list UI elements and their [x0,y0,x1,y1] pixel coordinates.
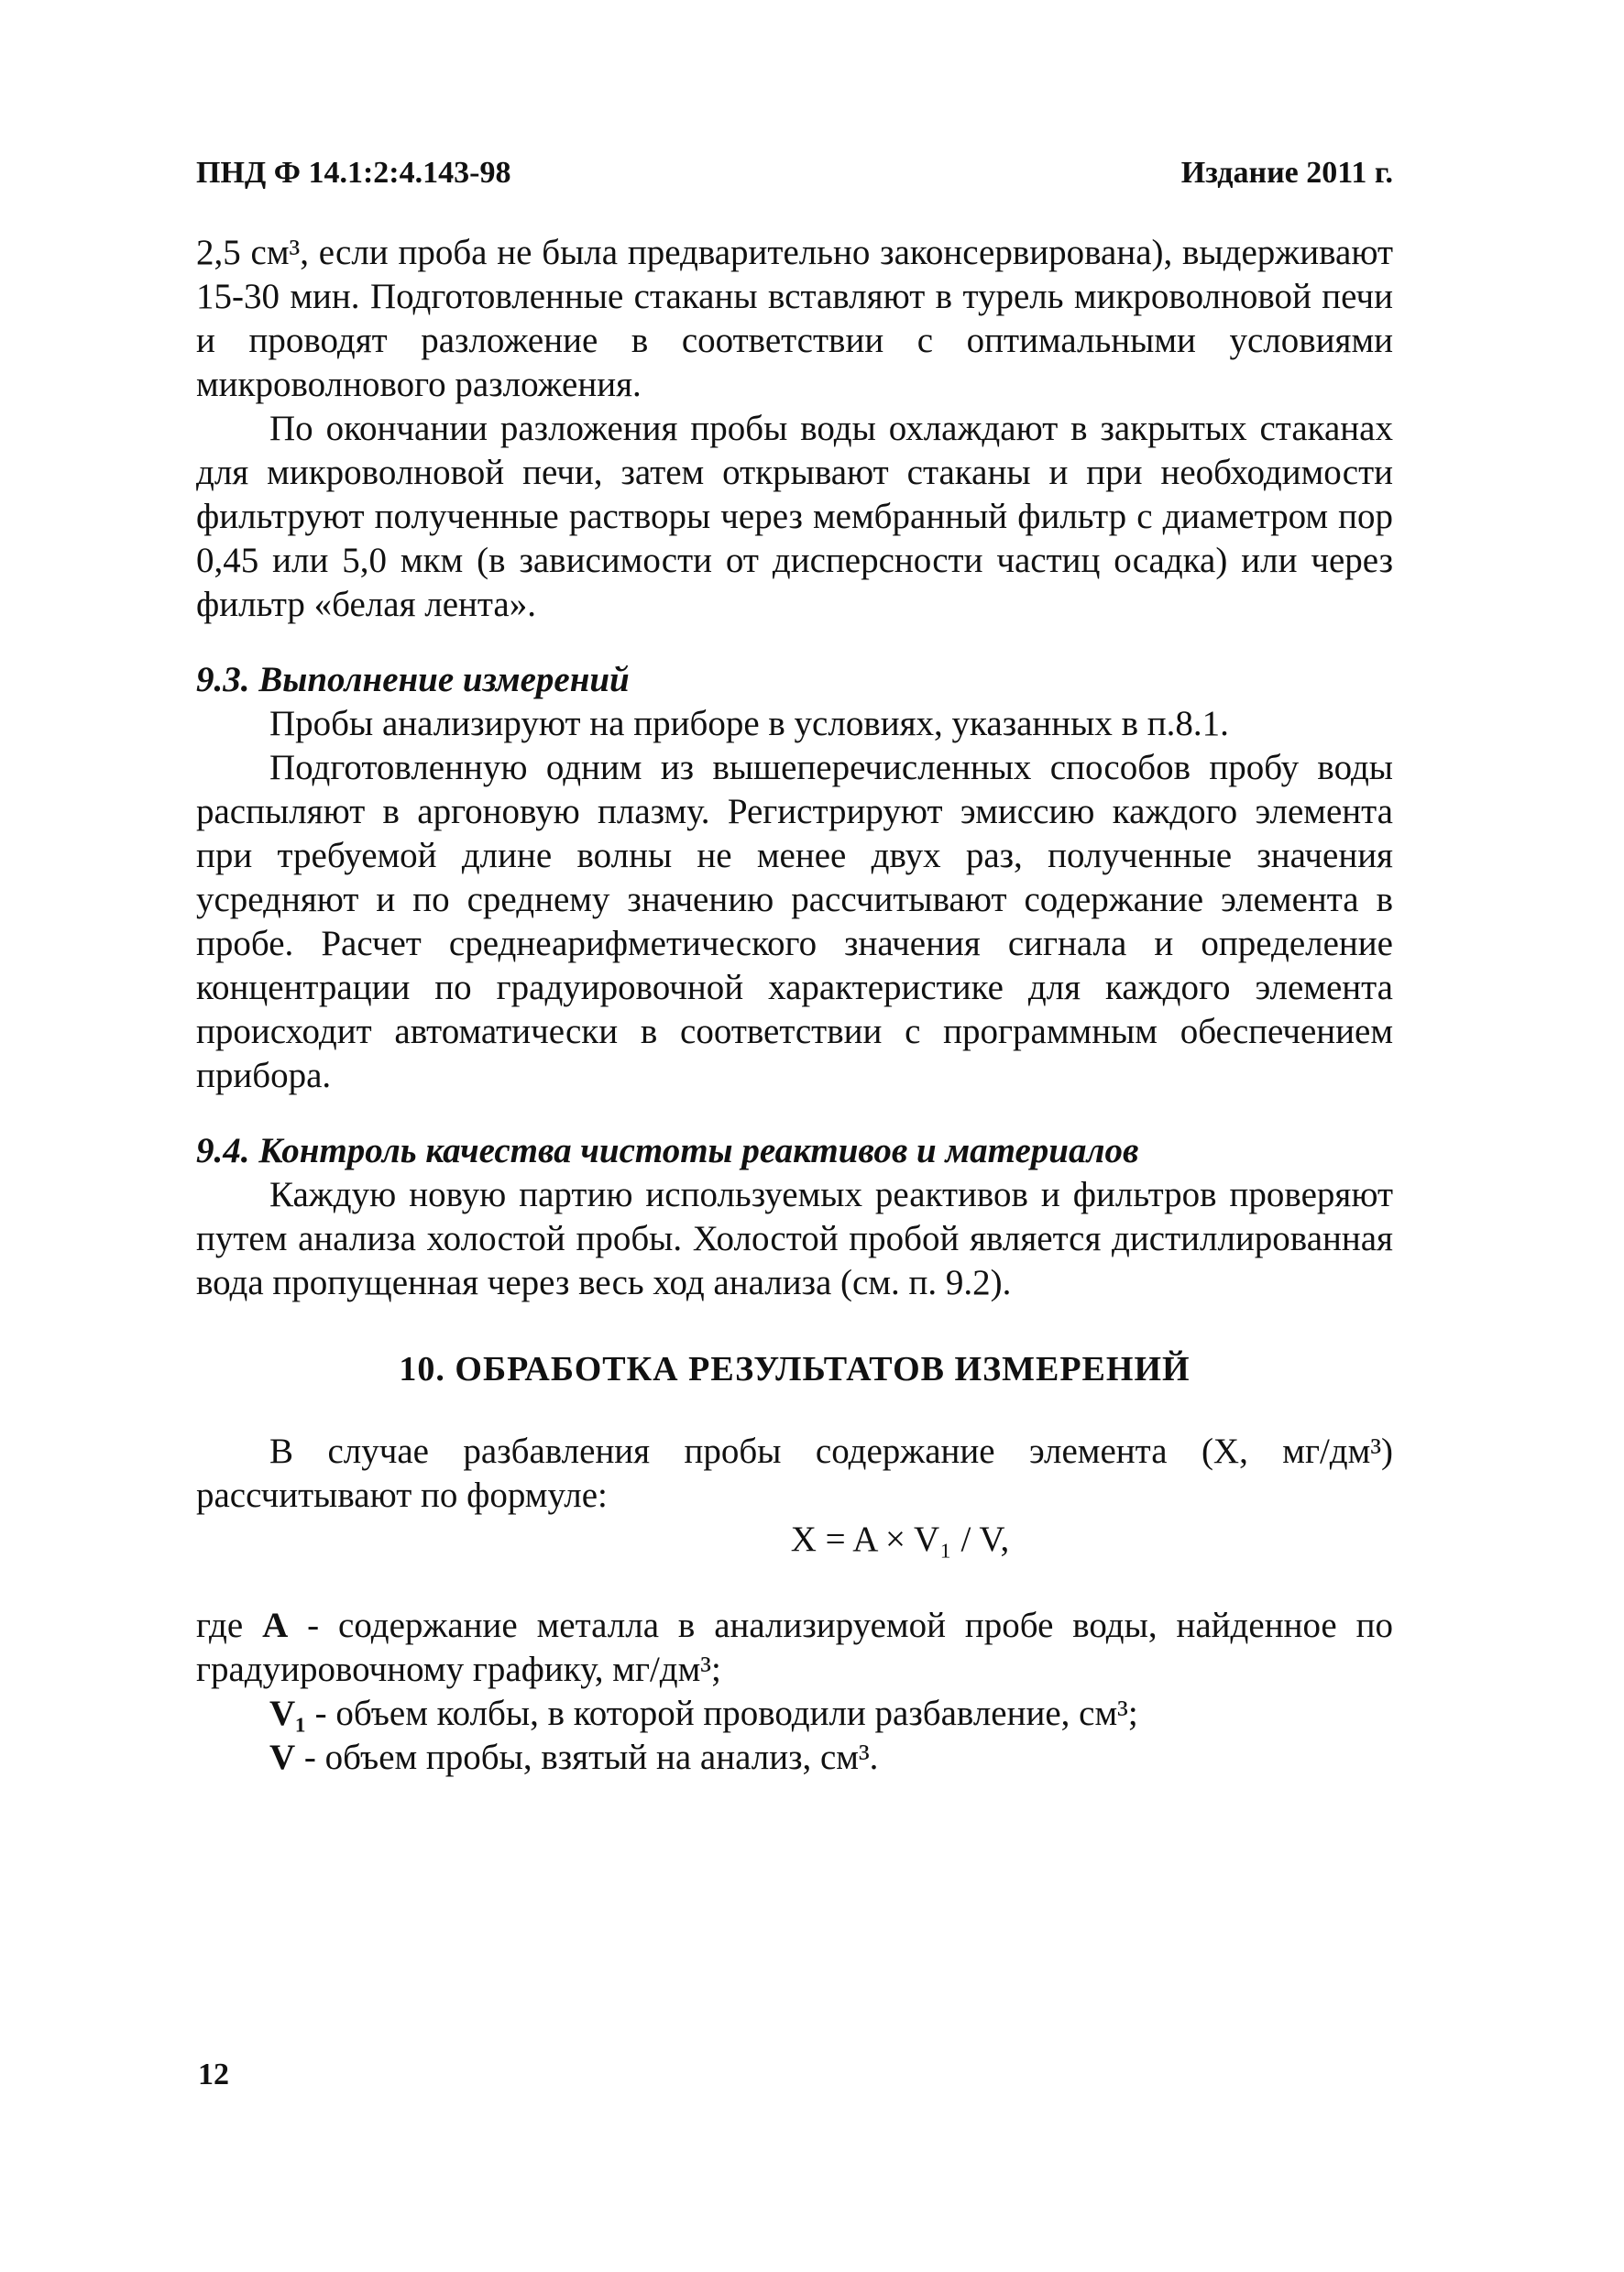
formula: X = A × V₁ / V, [790,1520,1010,1559]
definition-v1 [196,1692,1393,1736]
symbol-v: V [269,1738,296,1777]
paragraph-continuation: 2,5 см³, если проба не была предварительно законсервирована), выдерживают 15-30 мин. Подготовленные стаканы вставляют в турель микроволновой печи и проводят разложение в соответствии с оптимальными условиями микроволнового разложения. [196,233,1393,404]
section-9-3-heading: 9.3. Выполнение измерений [196,660,630,699]
where-label: где [196,1606,263,1645]
document-code: ПНД Ф 14.1:2:4.143-98 [196,156,511,190]
paragraph-plasma-measurement: Подготовленную одним из вышеперечисленных способов пробу воды распыляют в аргоновую плазму. Регистрируют эмиссию каждого элемента при требуемой длине волны не менее двух раз, полученные значения усредняют и по среднему значению рассчитывают содержание элемента в пробе. Расчет среднеарифметического значения сигнала и определение концентрации по градуировочной характеристике для каждого элемента происходит автоматически в соответствии с программным обеспечением прибора. [196,748,1393,1095]
definition-a [196,1604,1393,1692]
page-number: 12 [198,2058,229,2091]
paragraph-cooling: По окончании разложения пробы воды охлаждают в закрытых стаканах для микроволновой печи, затем открывают стаканы и при необходимости фильтруют полученные растворы через мембранный фильтр с диаметром пор 0,45 или 5,0 мкм (в зависимости от дисперсности частиц осадка) или через фильтр «белая лента». [196,409,1393,624]
page-body [196,231,1393,1780]
section-9-4-heading: 9.4. Контроль качества чистоты реактивов и материалов [196,1131,1139,1170]
definition-v-text: - объем пробы, взятый на анализ, см³. [295,1738,879,1777]
paragraph-blank-control: Каждую новую партию используемых реактивов и фильтров проверяют путем анализа холостой пробы. Холостой пробой является дистиллированная вода пропущенная через весь ход анализа (см. п. 9.2). [196,1175,1393,1302]
chapter-10-heading: 10. ОБРАБОТКА РЕЗУЛЬТАТОВ ИЗМЕРЕНИЙ [399,1350,1191,1388]
symbol-v1: V₁ [269,1694,306,1733]
symbol-a: А [262,1606,289,1645]
definition-v [196,1736,1393,1780]
paragraph-dilution: В случае разбавления пробы содержание элемента (Х, мг/дм³) рассчитывают по формуле: [196,1432,1393,1515]
page-header [196,156,1393,196]
edition-label: Издание 2011 г. [1180,156,1393,190]
paragraph-analysis-conditions: Пробы анализируют на приборе в условиях, указанных в п.8.1. [269,704,1229,743]
definition-a-text: - содержание металла в анализируемой пробе воды, найденное по градуировочному графику, мг/дм³; [196,1606,1393,1689]
definition-v1-text: - объем колбы, в которой проводили разбавление, см³; [305,1694,1138,1733]
